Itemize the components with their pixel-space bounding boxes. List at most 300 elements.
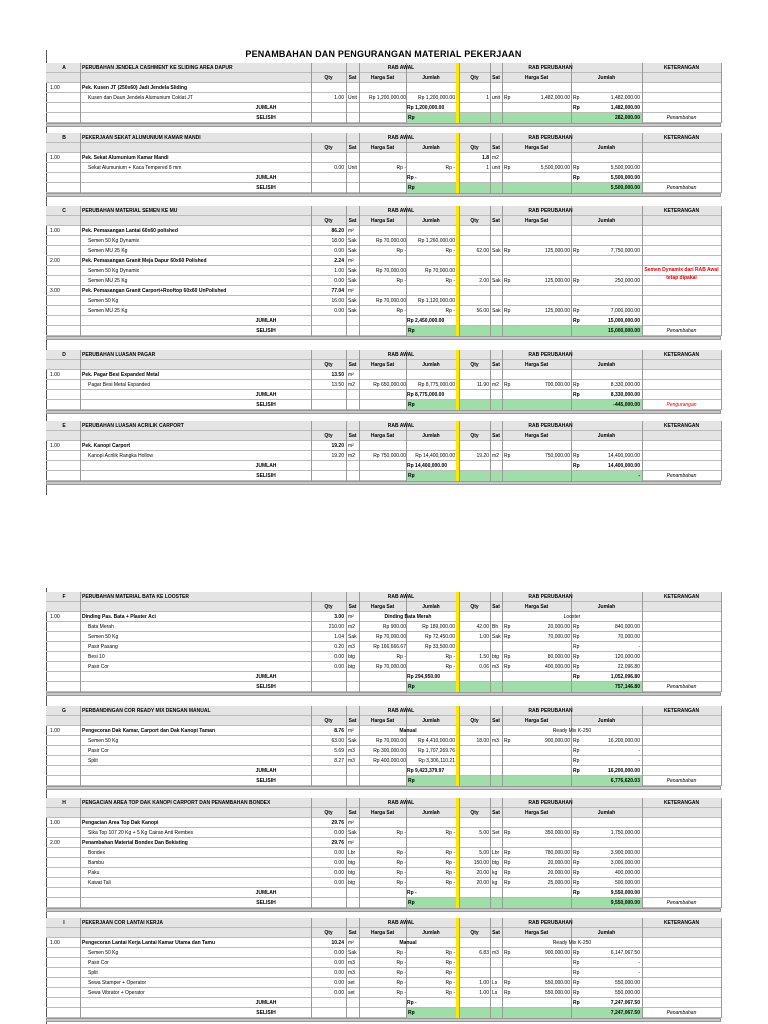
grid-line	[721, 706, 722, 716]
table-row	[46, 978, 721, 988]
qty-header: Qty	[470, 930, 479, 936]
sat-awal: m²	[348, 840, 354, 846]
qty-header: Qty	[324, 930, 333, 936]
qty-perubahan: 19.20	[476, 453, 489, 459]
jumlah-label: JUMLAH	[255, 463, 277, 469]
keterangan-value: Penambahan	[666, 900, 697, 906]
item-description: Besi 10	[88, 654, 105, 660]
grid-line	[571, 848, 572, 858]
yellow-divider	[456, 370, 459, 380]
item-number: 1.00	[50, 155, 60, 161]
grid-line	[359, 390, 360, 400]
grid-line	[80, 421, 81, 431]
grid-line	[721, 968, 722, 978]
item-description: Split	[88, 970, 98, 976]
rp-label: Rp	[573, 960, 580, 966]
grid-line	[721, 143, 722, 153]
qty-header: Qty	[324, 433, 333, 439]
grid-line	[571, 958, 572, 968]
grid-line	[721, 622, 722, 632]
section-title: PEKERJAAN SEKAT ALUMUNIUM KAMAR MANDI	[82, 135, 201, 141]
jumlah-perubahan: 550,000.00	[614, 990, 640, 996]
grid-line	[571, 286, 572, 296]
harga-awal: Rp -	[396, 950, 406, 956]
rp-label: Rp	[504, 980, 511, 986]
selisih-row	[46, 183, 721, 193]
grid-line	[346, 390, 347, 400]
grid-line	[80, 898, 81, 908]
grid-line	[721, 471, 722, 481]
column-header-row	[46, 928, 721, 938]
grid-line	[721, 256, 722, 266]
grid-line	[346, 766, 347, 776]
yellow-divider	[456, 858, 459, 868]
grid-line	[642, 642, 643, 652]
item-number: 2.00	[50, 840, 60, 846]
rp-label: Rp	[504, 308, 511, 314]
grid-line	[490, 756, 491, 766]
grid-line	[571, 622, 572, 632]
sat-perubahan: Sak	[492, 248, 501, 254]
grid-line	[571, 83, 572, 93]
grid-line	[359, 113, 360, 123]
harga-sat-header: Harga Sat	[524, 75, 549, 81]
grid-line	[571, 736, 572, 746]
item-description: Pek. Pemasangan Granit Meja Dapur 60x60 Polished	[82, 258, 207, 264]
grid-line	[346, 441, 347, 451]
grid-line	[502, 746, 503, 756]
grid-line	[642, 296, 643, 306]
grid-line	[642, 756, 643, 766]
section-code: F	[62, 594, 66, 600]
rp-label: Rp	[504, 624, 511, 630]
grid-line	[502, 471, 503, 481]
qty-header: Qty	[470, 362, 479, 368]
qty-awal: 0.00	[334, 970, 344, 976]
grid-line	[359, 370, 360, 380]
sat-awal: Lbr	[348, 850, 356, 856]
jumlah-awal: Rp -	[445, 970, 455, 976]
grid-line	[502, 968, 503, 978]
jumlah-awal-total: Rp 14,400,000.00	[407, 463, 448, 469]
qty-awal: 210.00	[328, 624, 344, 630]
grid-line	[490, 390, 491, 400]
grid-line	[721, 266, 722, 276]
grid-line	[642, 173, 643, 183]
jumlah-awal-total: Rp 8,775,000.00	[407, 392, 445, 398]
item-description: Sekat Alumunium + Kaca Tempered 8 mm	[88, 165, 182, 171]
rp-label: Rp	[504, 278, 511, 284]
item-description: Sewa Vibrator + Operator	[88, 990, 145, 996]
keterangan-header: KETERANGAN	[663, 352, 700, 358]
qty-perubahan: 1.00	[479, 634, 489, 640]
jumlah-header: Jumlah	[597, 75, 616, 81]
yellow-divider	[456, 888, 459, 898]
grid-line	[346, 93, 347, 103]
grid-line	[346, 246, 347, 256]
rp-label: Rp	[573, 890, 580, 896]
harga-sat-header: Harga Sat	[370, 218, 395, 224]
grid-line	[406, 113, 407, 123]
qty-header: Qty	[324, 145, 333, 151]
grid-line	[721, 326, 722, 336]
grid-line	[721, 662, 722, 672]
grid-line	[359, 1008, 360, 1018]
grid-line	[490, 471, 491, 481]
grid-line	[459, 838, 460, 848]
jumlah-perubahan: -	[638, 960, 640, 966]
grid-line	[721, 756, 722, 766]
sat-perubahan: m3	[492, 664, 499, 670]
qty-awal: 0.00	[334, 960, 344, 966]
jumlah-row	[46, 888, 721, 898]
grid-line	[346, 306, 347, 316]
yellow-divider	[456, 316, 459, 326]
grid-line	[502, 326, 503, 336]
grid-line	[721, 173, 722, 183]
section-code: B	[62, 135, 66, 141]
rp-label: Rp	[504, 738, 511, 744]
sat-perubahan: Set	[492, 830, 500, 836]
grid-line	[346, 988, 347, 998]
jumlah-perubahan: 400,000.00	[614, 870, 640, 876]
rp-label: Rp	[573, 644, 580, 650]
grid-line	[502, 948, 503, 958]
yellow-divider	[456, 256, 459, 266]
jumlah-perubahan-total: 7,247,067.50	[610, 1000, 640, 1006]
qty-awal: 2.24	[334, 258, 344, 264]
jumlah-perubahan-total: 1,052,096.80	[610, 674, 640, 680]
rp-label: Rp	[408, 473, 415, 479]
grid-line	[642, 888, 643, 898]
harga-sat-header: Harga Sat	[370, 930, 395, 936]
grid-line	[502, 848, 503, 858]
grid-line	[642, 431, 643, 441]
grid-line	[490, 286, 491, 296]
grid-line	[721, 63, 722, 73]
yellow-divider	[456, 622, 459, 632]
grid-line	[642, 93, 643, 103]
grid-line	[571, 818, 572, 828]
rp-label: Rp	[573, 860, 580, 866]
qty-awal: 0.00	[334, 950, 344, 956]
grid-line	[502, 868, 503, 878]
item-description: Bambu	[88, 860, 104, 866]
grid-line	[459, 958, 460, 968]
grid-line	[459, 83, 460, 93]
yellow-divider	[456, 266, 459, 276]
grid-line	[642, 672, 643, 682]
yellow-divider	[456, 978, 459, 988]
sat-awal: Sak	[348, 248, 357, 254]
sat-awal: btg	[348, 654, 355, 660]
grid-line	[502, 652, 503, 662]
grid-line	[346, 652, 347, 662]
grid-line	[721, 360, 722, 370]
grid-line	[721, 958, 722, 968]
qty-perubahan: 42.00	[476, 624, 489, 630]
grid-line	[642, 103, 643, 113]
keterangan-header: KETERANGAN	[663, 920, 700, 926]
grid-line	[721, 858, 722, 868]
section-title: PERUBAHAN MATERIAL SEMEN KE MU	[82, 208, 178, 214]
grid-line	[311, 421, 312, 431]
jumlah-perubahan: 120,000.00	[614, 654, 640, 660]
jumlah-perubahan-total: 1,482,000.00	[610, 105, 640, 111]
grid-line	[346, 380, 347, 390]
grid-line	[80, 928, 81, 938]
grid-line	[502, 400, 503, 410]
keterangan-header: KETERANGAN	[663, 423, 700, 429]
item-description: Pek. Kusen JT (250x60) Jadi Jendela Sliding	[82, 85, 188, 91]
grid-line	[502, 451, 503, 461]
rp-label: Rp	[573, 870, 580, 876]
qty-awal: 0.00	[334, 248, 344, 254]
grid-line	[721, 133, 722, 143]
grid-line	[490, 736, 491, 746]
jumlah-perubahan: 1,482,000.00	[610, 95, 640, 101]
grid-line	[359, 838, 360, 848]
grid-line	[346, 256, 347, 266]
grid-line	[571, 898, 572, 908]
grid-line	[459, 888, 460, 898]
harga-awal: Rp -	[396, 308, 406, 314]
grid-line	[406, 256, 407, 266]
grid-line	[571, 93, 572, 103]
grid-line	[490, 153, 491, 163]
qty-awal: 16.00	[331, 298, 344, 304]
harga-sat-header: Harga Sat	[524, 362, 549, 368]
sat-perubahan: Lbr	[492, 850, 500, 856]
qty-header: Qty	[324, 718, 333, 724]
harga-perubahan: 80,000.00	[547, 654, 570, 660]
grid-line	[642, 461, 643, 471]
section-d	[46, 350, 721, 414]
grid-line	[459, 898, 460, 908]
qty-header: Qty	[324, 604, 333, 610]
selisih-value: -	[638, 473, 640, 479]
grid-line	[490, 652, 491, 662]
qty-header: Qty	[470, 718, 479, 724]
grid-line	[346, 370, 347, 380]
column-header-row	[46, 360, 721, 370]
sat-awal: m²	[348, 288, 354, 294]
grid-line	[490, 726, 491, 736]
jumlah-perubahan: -	[638, 748, 640, 754]
qty-awal: 63.00	[331, 738, 344, 744]
jumlah-label: JUMLAH	[255, 318, 277, 324]
rp-label: Rp	[504, 664, 511, 670]
grid-line	[459, 756, 460, 766]
section-header-row	[46, 350, 721, 360]
grid-line	[406, 326, 407, 336]
table-row	[46, 858, 721, 868]
harga-perubahan: 20,000.00	[547, 624, 570, 630]
grid-line	[721, 878, 722, 888]
grid-line	[490, 672, 491, 682]
harga-awal: Rp 70,000.00	[375, 738, 406, 744]
selisih-row	[46, 113, 721, 123]
item-description: Kusen dan Daun Jendela Alumunium Coklat JT	[88, 95, 193, 101]
grid-line	[459, 1008, 460, 1018]
grid-line	[490, 306, 491, 316]
qty-awal: 0.00	[334, 990, 344, 996]
yellow-divider	[456, 183, 459, 193]
grid-line	[502, 296, 503, 306]
sat-perubahan: Bh	[492, 624, 499, 630]
grid-line	[346, 828, 347, 838]
grid-line	[346, 662, 347, 672]
section-code: I	[63, 920, 65, 926]
item-description: Semen MU 25 Kg	[88, 278, 128, 284]
grid-line	[642, 726, 643, 736]
grid-line	[80, 246, 81, 256]
section-title: PERUBAHAN JENDELA CASHMENT KE SLIDING AREA DAPUR	[82, 65, 233, 71]
grid-line	[80, 441, 81, 451]
sat-perubahan: m3	[492, 950, 499, 956]
grid-line	[490, 828, 491, 838]
grid-line	[642, 246, 643, 256]
grid-line	[490, 868, 491, 878]
qty-header: Qty	[324, 75, 333, 81]
jumlah-header: Jumlah	[597, 362, 616, 368]
grid-line	[571, 461, 572, 471]
keterangan-header: KETERANGAN	[663, 135, 700, 141]
selisih-label: SELISIH	[256, 185, 276, 191]
yellow-divider	[456, 226, 459, 236]
jumlah-awal: Rp -	[445, 830, 455, 836]
table-row	[46, 878, 721, 888]
item-description: Kawat Tali	[88, 880, 111, 886]
qty-awal: 13.50	[331, 382, 344, 388]
jumlah-perubahan: 1,750,000.00	[610, 830, 640, 836]
jumlah-awal-total: Rp 9,423,379.97	[407, 768, 445, 774]
rp-label: Rp	[573, 664, 580, 670]
grid-line	[406, 400, 407, 410]
grid-line	[80, 370, 81, 380]
grid-line	[502, 226, 503, 236]
grid-line	[406, 1008, 407, 1018]
grid-line	[346, 868, 347, 878]
grid-line	[359, 998, 360, 1008]
grid-line	[359, 183, 360, 193]
grid-line	[490, 246, 491, 256]
grid-line	[359, 103, 360, 113]
qty-perubahan: 62.00	[476, 248, 489, 254]
grid-line	[311, 706, 312, 716]
grid-line	[571, 632, 572, 642]
grid-line	[459, 173, 460, 183]
grid-line	[642, 143, 643, 153]
grid-line	[346, 326, 347, 336]
selisih-label: SELISIH	[256, 115, 276, 121]
grid-line	[721, 736, 722, 746]
rp-label: Rp	[573, 308, 580, 314]
sat-awal: btg	[348, 664, 355, 670]
qty-awal: 0.00	[334, 830, 344, 836]
qty-perubahan: 20.00	[476, 880, 489, 886]
rab-awal-header: RAB AWAL	[387, 800, 415, 806]
item-description: Semen MU 25 Kg	[88, 308, 128, 314]
yellow-divider	[456, 848, 459, 858]
sat-awal: m2	[348, 453, 355, 459]
jumlah-label: JUMLAH	[255, 890, 277, 896]
grid-line	[490, 83, 491, 93]
grid-line	[721, 798, 722, 808]
grid-line	[502, 736, 503, 746]
grid-line	[571, 326, 572, 336]
selisih-value: 6,776,620.03	[610, 778, 640, 784]
jumlah-awal: Rp 8,775,000.00	[418, 382, 455, 388]
item-description: Pek. Kanopi Carport	[82, 443, 131, 449]
rp-label: Rp	[573, 850, 580, 856]
section-i	[46, 918, 721, 1022]
grid-line	[80, 73, 81, 83]
qty-awal: 13.50	[331, 372, 344, 378]
yellow-divider	[456, 93, 459, 103]
jumlah-perubahan: 70,000.00	[617, 634, 640, 640]
harga-awal: Rp -	[396, 970, 406, 976]
grid-line	[80, 828, 81, 838]
grid-line	[502, 103, 503, 113]
grid-line	[80, 431, 81, 441]
table-row	[46, 642, 721, 652]
yellow-divider	[456, 682, 459, 692]
qty-perubahan: 1.00	[479, 990, 489, 996]
harga-awal: Rp 650,000.00	[373, 382, 406, 388]
harga-perubahan: 125,000.00	[544, 308, 570, 314]
grid-line	[502, 441, 503, 451]
grid-line	[459, 441, 460, 451]
grid-line	[459, 256, 460, 266]
qty-awal: 19.20	[331, 443, 344, 449]
harga-awal: Rp -	[396, 850, 406, 856]
sat-awal: Unit	[348, 95, 357, 101]
grid-line	[721, 296, 722, 306]
grid-line	[359, 286, 360, 296]
harga-awal: Rp 70,000.00	[375, 634, 406, 640]
grid-line	[642, 848, 643, 858]
grid-line	[80, 236, 81, 246]
grid-line	[459, 672, 460, 682]
section-separator	[46, 786, 721, 790]
sat-awal: Sak	[348, 830, 357, 836]
jumlah-header: Jumlah	[597, 433, 616, 439]
sat-awal: m2	[348, 624, 355, 630]
qty-awal: 19.20	[331, 453, 344, 459]
table-row	[46, 868, 721, 878]
table-row	[46, 93, 721, 103]
grid-line	[359, 441, 360, 451]
grid-line	[490, 316, 491, 326]
grid-line	[490, 173, 491, 183]
grid-line	[346, 236, 347, 246]
yellow-divider	[456, 938, 459, 948]
grid-line	[80, 682, 81, 692]
grid-line	[80, 153, 81, 163]
grid-line	[571, 451, 572, 461]
grid-line	[502, 461, 503, 471]
jumlah-awal: Rp -	[445, 870, 455, 876]
harga-awal: Rp -	[396, 860, 406, 866]
grid-line	[80, 878, 81, 888]
grid-line	[459, 998, 460, 1008]
section-title: PERBANDINGAN COR READY MIX DENGAN MANUAL	[82, 708, 211, 714]
grid-line	[490, 1008, 491, 1018]
grid-line	[80, 276, 81, 286]
grid-line	[721, 828, 722, 838]
grid-line	[80, 266, 81, 276]
